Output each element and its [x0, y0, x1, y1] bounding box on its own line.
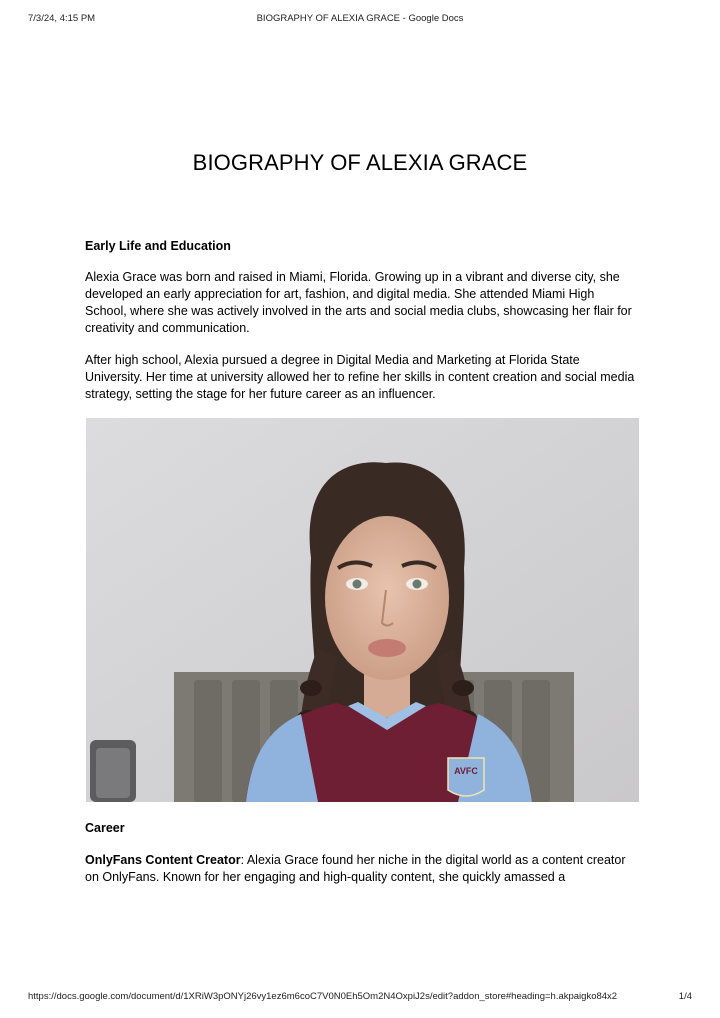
jersey-badge-text: AVFC [454, 766, 478, 776]
career-role-label: OnlyFans Content Creator [85, 853, 241, 867]
profile-photo [86, 418, 639, 802]
early-life-paragraph-2: After high school, Alexia pursued a degree in Digital Media and Marketing at Florida State University. Her time at university allowed her to refine her skills in content creation and social media strategy, setting the stage for her future career as an influencer. [85, 353, 635, 401]
print-datetime: 7/3/24, 4:15 PM [28, 13, 96, 24]
career-heading: Career [85, 821, 125, 835]
career-paragraph [85, 852, 637, 886]
print-url: https://docs.google.com/document/d/1XRiW3pONYj26vy1ez6m6coC7V0N0Eh5Om2N4OxpiJ2s/edit?addon_store#heading=h.akpaigko84x2 [28, 991, 618, 1002]
print-page-title: BIOGRAPHY OF ALEXIA GRACE - Google Docs [256, 13, 464, 24]
print-header [28, 13, 692, 27]
page-indicator: 1/4 [678, 991, 692, 1002]
early-life-heading: Early Life and Education [85, 239, 231, 253]
career-role-text: : Alexia Grace found her niche in the digital world as a content creator on OnlyFans. Known for her engaging and high-quality content, she quickly amassed a [85, 853, 626, 884]
early-life-paragraph-1: Alexia Grace was born and raised in Miami, Florida. Growing up in a vibrant and diverse city, she developed an early appreciation for art, fashion, and digital media. She attended Miami High School, where she was actively involved in the arts and social media clubs, showcasing her flair for creativity and communication. [85, 270, 632, 335]
document-title: BIOGRAPHY OF ALEXIA GRACE [192, 150, 528, 175]
profile-photo-illustration [86, 418, 639, 802]
print-footer [28, 991, 692, 1005]
